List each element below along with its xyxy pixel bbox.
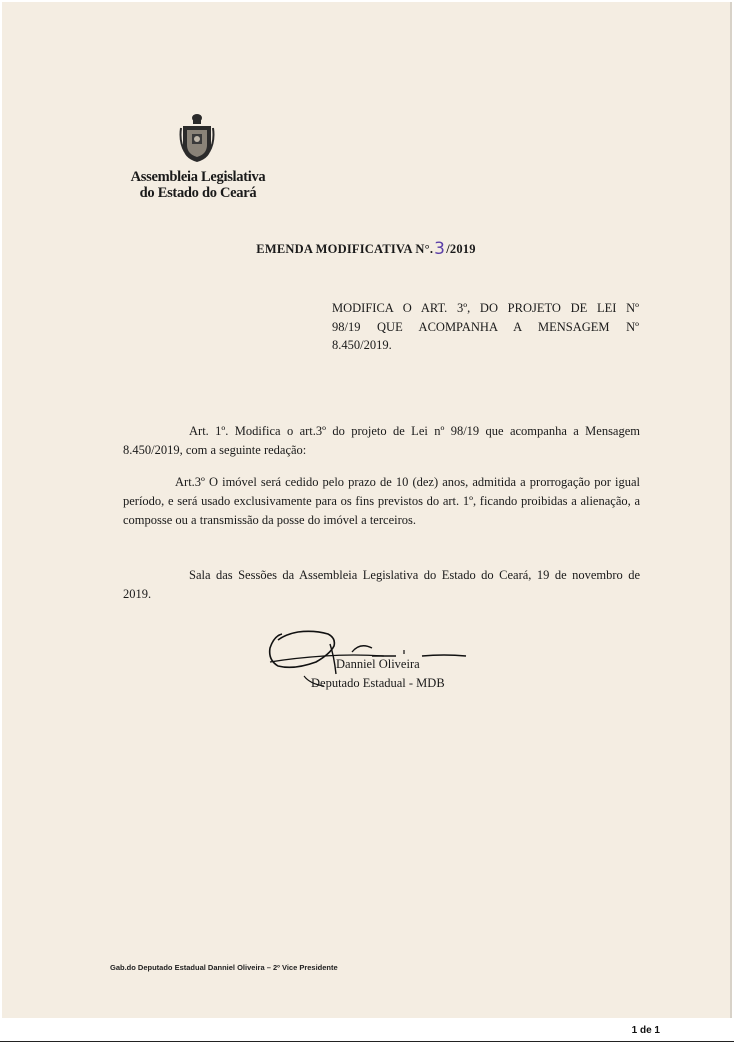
ementa-block <box>332 299 639 355</box>
title-prefix: EMENDA MODIFICATIVA N°. <box>256 242 434 256</box>
paragraph-session-date: Sala das Sessões da Assembleia Legislativa do Estado do Ceará, 19 de novembro de 2019. <box>123 568 640 601</box>
paragraph-article-1: Art. 1º. Modifica o art.3º do projeto de Lei nº 98/19 que acompanha a Mensagem 8.450/2019, com a seguinte redação: <box>123 424 640 457</box>
document-title <box>2 238 730 258</box>
title-suffix: /2019 <box>446 242 476 256</box>
organization-name <box>112 169 284 201</box>
organization-name-line2: do Estado do Ceará <box>139 185 257 201</box>
page-indicator: 1 de 1 <box>631 1025 660 1036</box>
signatory-name: Danniel Oliveira <box>336 657 420 671</box>
coat-of-arms-icon <box>179 112 215 164</box>
ementa-line3: 8.450/2019. <box>332 338 392 352</box>
organization-name-line1: Assembleia Legislativa <box>130 169 266 185</box>
handwritten-amendment-number: 3 <box>434 239 446 259</box>
office-footer: Gab.do Deputado Estadual Danniel Oliveira – 2º Vice Presidente <box>110 963 338 972</box>
ementa-line1: MODIFICA O ART. 3º, DO PROJETO DE LEI Nº <box>332 301 639 315</box>
viewer-bottom-divider <box>0 1041 734 1042</box>
document-page <box>2 2 732 1018</box>
paragraph-article-3: Art.3º O imóvel será cedido pelo prazo de 10 (dez) anos, admitida a prorrogação por igual período, e será usado exclusivamente para os fins previstos do art. 1º, ficando proibidas a alienação, a composse ou a transmissão da posse do imóvel a terceiros. <box>123 475 640 527</box>
signatory-role: Deputado Estadual - MDB <box>311 676 445 690</box>
ementa-line2: 98/19 QUE ACOMPANHA A MENSAGEM Nº <box>332 319 639 334</box>
